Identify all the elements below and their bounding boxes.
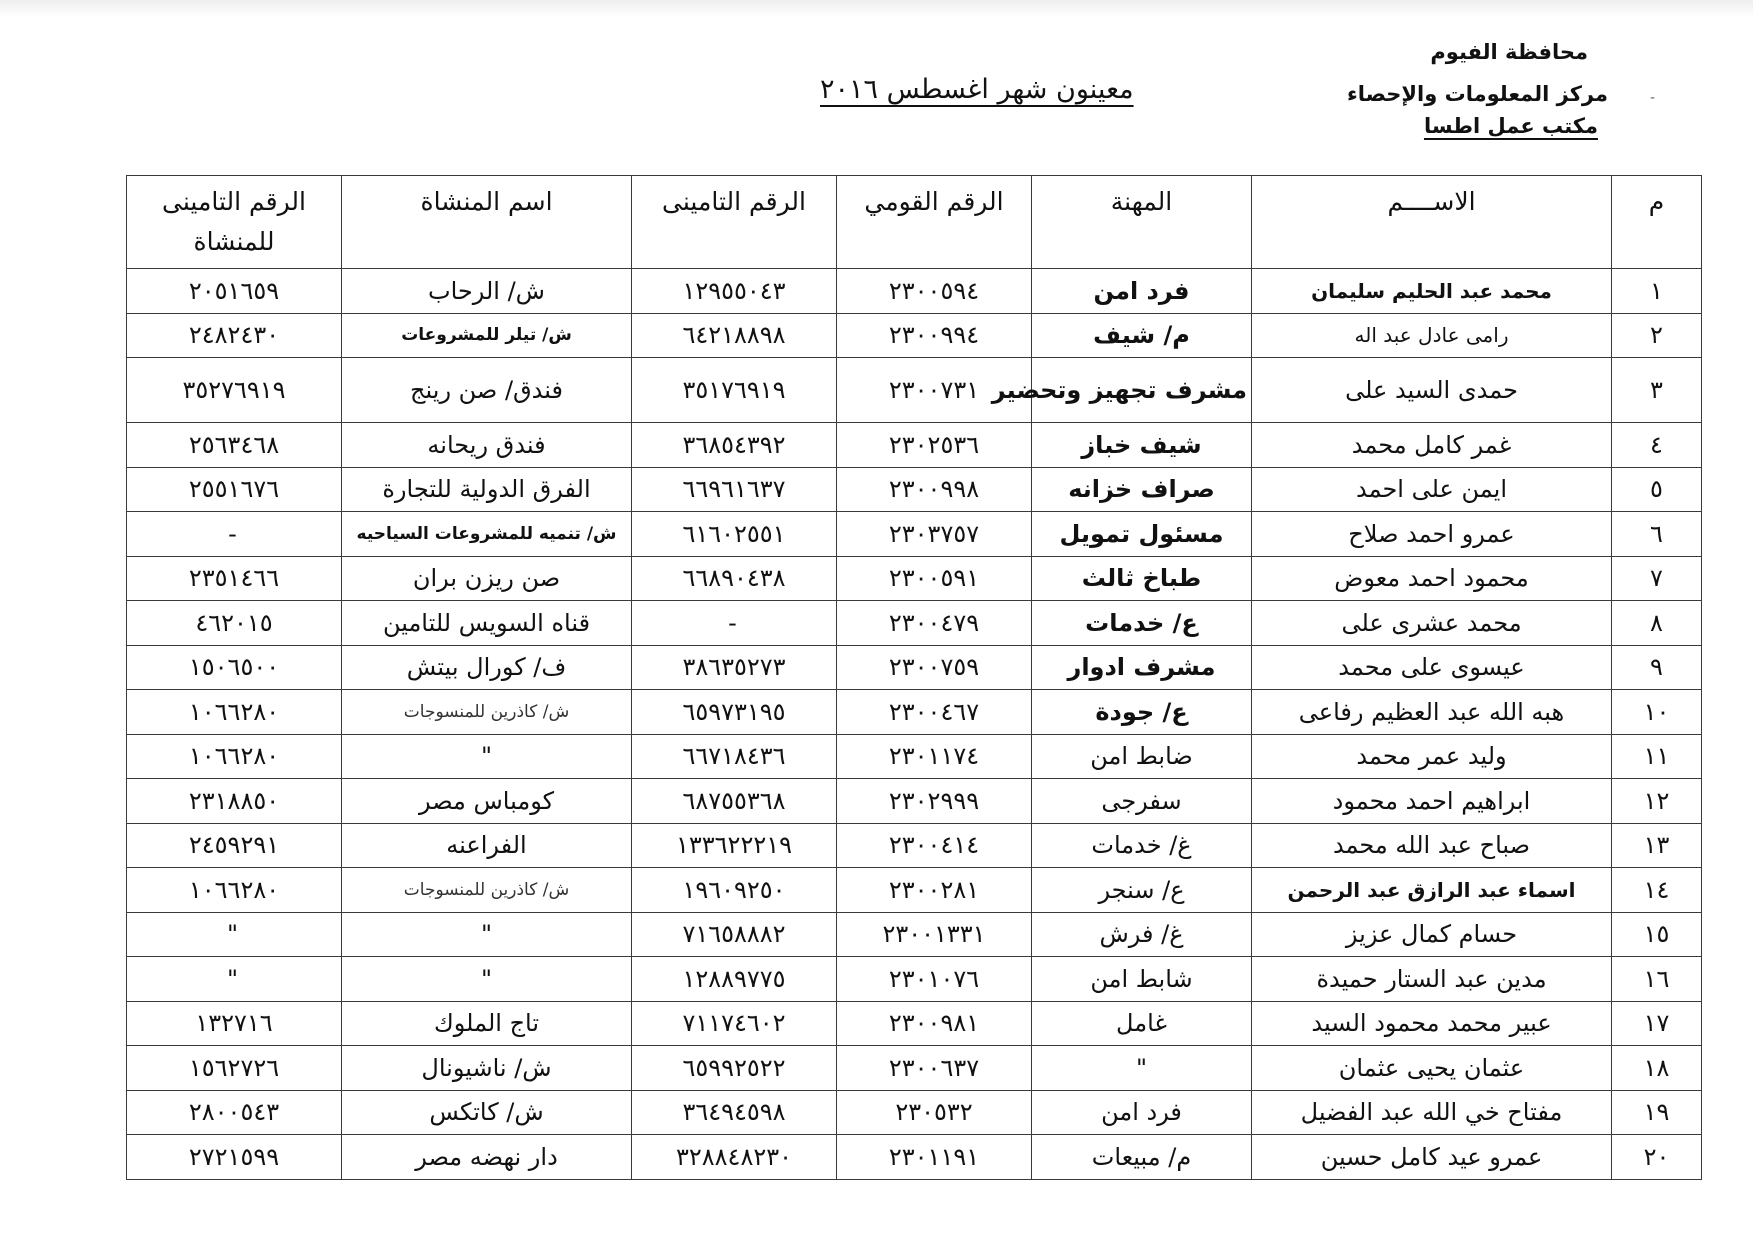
center-label: مركز المعلومات والإحصاء bbox=[1346, 82, 1608, 106]
table-row bbox=[127, 779, 1702, 824]
national-id: ٢٣٠١١٩١ bbox=[837, 1135, 1032, 1180]
table-row bbox=[127, 957, 1702, 1002]
employee-name: ايمن على احمد bbox=[1252, 467, 1612, 512]
job-title: سفرجى bbox=[1032, 779, 1252, 824]
row-number: ١٦ bbox=[1612, 957, 1702, 1002]
establishment-insurance-number: ١٥٠٦٥٠٠ bbox=[127, 645, 342, 690]
table-row bbox=[127, 467, 1702, 512]
employee-name: غمر كامل محمد bbox=[1252, 423, 1612, 468]
job-title: فرد امن bbox=[1032, 269, 1252, 314]
employee-name: محمود احمد معوض bbox=[1252, 556, 1612, 601]
margin-mark: - bbox=[1649, 90, 1655, 106]
table-row bbox=[127, 1135, 1702, 1180]
insurance-number: ٣٦٤٩٤٥٩٨ bbox=[632, 1090, 837, 1135]
table-row bbox=[127, 1046, 1702, 1091]
national-id: ٢٣٠٠٦٣٧ bbox=[837, 1046, 1032, 1091]
national-id: ٢٣٠١١٧٤ bbox=[837, 734, 1032, 779]
national-id: ٢٣٠٠٧٥٩ bbox=[837, 645, 1032, 690]
row-number: ٩ bbox=[1612, 645, 1702, 690]
row-number: ١ bbox=[1612, 269, 1702, 314]
insurance-number: ٦٦٩٦١٦٣٧ bbox=[632, 467, 837, 512]
establishment-name: ش/ كاذرين للمنسوجات bbox=[342, 868, 632, 913]
col-header-name: الاســــم bbox=[1252, 176, 1612, 269]
establishment-insurance-number: - bbox=[127, 512, 342, 557]
employee-name: عمرو احمد صلاح bbox=[1252, 512, 1612, 557]
governorate-label: محافظة الفيوم bbox=[1430, 40, 1588, 64]
employee-name: وليد عمر محمد bbox=[1252, 734, 1612, 779]
insurance-number: ٣٢٨٨٤٨٢٣٠ bbox=[632, 1135, 837, 1180]
establishment-insurance-number: ٢٥٥١٦٧٦ bbox=[127, 467, 342, 512]
document-title: معينون شهر اغسطس ٢٠١٦ bbox=[820, 74, 1134, 105]
job-title: " bbox=[1032, 1046, 1252, 1091]
col-header-establishment: اسم المنشاة bbox=[342, 176, 632, 269]
insurance-number: ٣٨٦٣٥٢٧٣ bbox=[632, 645, 837, 690]
row-number: ٣ bbox=[1612, 358, 1702, 423]
establishment-name: ش/ كاتكس bbox=[342, 1090, 632, 1135]
insurance-number: ٧١١٧٤٦٠٢ bbox=[632, 1001, 837, 1046]
job-title: م/ مبيعات bbox=[1032, 1135, 1252, 1180]
national-id: ٢٣٠٠٥٩٤ bbox=[837, 269, 1032, 314]
table-row bbox=[127, 423, 1702, 468]
appointees-table bbox=[126, 175, 1702, 1180]
insurance-number: ٣٥١٧٦٩١٩ bbox=[632, 358, 837, 423]
establishment-name: ف/ كورال بيتش bbox=[342, 645, 632, 690]
row-number: ٢ bbox=[1612, 313, 1702, 358]
establishment-insurance-number: ١٠٦٦٢٨٠ bbox=[127, 868, 342, 913]
col-header-national-id: الرقم القومي bbox=[837, 176, 1032, 269]
job-title: ضابط امن bbox=[1032, 734, 1252, 779]
establishment-name: كومباس مصر bbox=[342, 779, 632, 824]
establishment-insurance-number: ٣٥٢٧٦٩١٩ bbox=[127, 358, 342, 423]
national-id: ٢٣٠٥٣٢ bbox=[837, 1090, 1032, 1135]
establishment-name: فندق/ صن رينج bbox=[342, 358, 632, 423]
col-header-establishment-insurance-no: الرقم التامينى للمنشاة bbox=[127, 176, 342, 269]
table-header-row bbox=[127, 176, 1702, 269]
scan-edge-shadow bbox=[0, 0, 1753, 18]
establishment-insurance-number: " bbox=[127, 912, 342, 957]
establishment-insurance-number: ١٠٦٦٢٨٠ bbox=[127, 734, 342, 779]
establishment-name: ش/ تنميه للمشروعات السياحيه bbox=[342, 512, 632, 557]
table-row bbox=[127, 1090, 1702, 1135]
row-number: ٦ bbox=[1612, 512, 1702, 557]
employee-name: عثمان يحيى عثمان bbox=[1252, 1046, 1612, 1091]
row-number: ١٩ bbox=[1612, 1090, 1702, 1135]
insurance-number: ٧١٦٥٨٨٨٢ bbox=[632, 912, 837, 957]
job-title: ع/ جودة bbox=[1032, 690, 1252, 735]
table-row bbox=[127, 690, 1702, 735]
col-header-insurance-no: الرقم التامينى bbox=[632, 176, 837, 269]
establishment-name: ش/ كاذرين للمنسوجات bbox=[342, 690, 632, 735]
employee-name: مفتاح خي الله عبد الفضيل bbox=[1252, 1090, 1612, 1135]
establishment-insurance-number: ٢٣١٨٨٥٠ bbox=[127, 779, 342, 824]
national-id: ٢٣٠٢٥٣٦ bbox=[837, 423, 1032, 468]
insurance-number: ١٢٩٥٥٠٤٣ bbox=[632, 269, 837, 314]
establishment-insurance-number: ٤٦٢٠١٥ bbox=[127, 601, 342, 646]
insurance-number: ٦١٦٠٢٥٥١ bbox=[632, 512, 837, 557]
establishment-insurance-number: " bbox=[127, 957, 342, 1002]
national-id: ٢٣٠٠٤٦٧ bbox=[837, 690, 1032, 735]
establishment-insurance-number: ٢٠٥١٦٥٩ bbox=[127, 269, 342, 314]
insurance-number: ٦٥٩٧٣١٩٥ bbox=[632, 690, 837, 735]
row-number: ٧ bbox=[1612, 556, 1702, 601]
row-number: ٢٠ bbox=[1612, 1135, 1702, 1180]
establishment-insurance-number: ٢٨٠٠٥٤٣ bbox=[127, 1090, 342, 1135]
job-title: فرد امن bbox=[1032, 1090, 1252, 1135]
employee-name: عبير محمد محمود السيد bbox=[1252, 1001, 1612, 1046]
job-title: ع/ خدمات bbox=[1032, 601, 1252, 646]
establishment-name: ش/ الرحاب bbox=[342, 269, 632, 314]
office-label: مكتب عمل اطسا bbox=[1423, 114, 1598, 138]
insurance-number: ٦٦٧١٨٤٣٦ bbox=[632, 734, 837, 779]
establishment-name: ش/ ناشيونال bbox=[342, 1046, 632, 1091]
national-id: ٢٣٠٠٩٩٨ bbox=[837, 467, 1032, 512]
row-number: ١٧ bbox=[1612, 1001, 1702, 1046]
employee-name: صباح عبد الله محمد bbox=[1252, 823, 1612, 868]
establishment-name: " bbox=[342, 957, 632, 1002]
establishment-name: " bbox=[342, 912, 632, 957]
row-number: ١٣ bbox=[1612, 823, 1702, 868]
insurance-number: - bbox=[632, 601, 837, 646]
establishment-name: صن ريزن بران bbox=[342, 556, 632, 601]
national-id: ٢٣٠٠٢٨١ bbox=[837, 868, 1032, 913]
table-row bbox=[127, 556, 1702, 601]
employee-name: هبه الله عبد العظيم رفاعى bbox=[1252, 690, 1612, 735]
row-number: ٨ bbox=[1612, 601, 1702, 646]
national-id: ٢٣٠١٠٧٦ bbox=[837, 957, 1032, 1002]
establishment-name: فندق ريحانه bbox=[342, 423, 632, 468]
employee-name: محمد عبد الحليم سليمان bbox=[1252, 269, 1612, 314]
establishment-insurance-number: ٢٥٦٣٤٦٨ bbox=[127, 423, 342, 468]
job-title: غامل bbox=[1032, 1001, 1252, 1046]
employee-name: اسماء عبد الرازق عبد الرحمن bbox=[1252, 868, 1612, 913]
table-row bbox=[127, 868, 1702, 913]
table-row bbox=[127, 823, 1702, 868]
insurance-number: ١٢٨٨٩٧٧٥ bbox=[632, 957, 837, 1002]
row-number: ٤ bbox=[1612, 423, 1702, 468]
insurance-number: ٣٦٨٥٤٣٩٢ bbox=[632, 423, 837, 468]
employee-name: رامى عادل عبد اله bbox=[1252, 313, 1612, 358]
insurance-number: ٦٤٢١٨٨٩٨ bbox=[632, 313, 837, 358]
row-number: ١٢ bbox=[1612, 779, 1702, 824]
table-row bbox=[127, 645, 1702, 690]
national-id: ٢٣٠٠٩٩٤ bbox=[837, 313, 1032, 358]
insurance-number: ٦٥٩٩٢٥٢٢ bbox=[632, 1046, 837, 1091]
establishment-name: قناه السويس للتامين bbox=[342, 601, 632, 646]
table-row bbox=[127, 734, 1702, 779]
table-row bbox=[127, 269, 1702, 314]
establishment-name: ش/ تيلر للمشروعات bbox=[342, 313, 632, 358]
table-row bbox=[127, 313, 1702, 358]
establishment-insurance-number: ٢٣٥١٤٦٦ bbox=[127, 556, 342, 601]
job-title: مسئول تمويل bbox=[1032, 512, 1252, 557]
national-id: ٢٣٠٣٧٥٧ bbox=[837, 512, 1032, 557]
table-row bbox=[127, 512, 1702, 557]
insurance-number: ١٣٣٦٢٢٢١٩ bbox=[632, 823, 837, 868]
establishment-insurance-number: ١٠٦٦٢٨٠ bbox=[127, 690, 342, 735]
establishment-insurance-number: ١٣٢٧١٦ bbox=[127, 1001, 342, 1046]
establishment-name: تاج الملوك bbox=[342, 1001, 632, 1046]
job-title: شابط امن bbox=[1032, 957, 1252, 1002]
national-id: ٢٣٠٠٤١٤ bbox=[837, 823, 1032, 868]
table-row bbox=[127, 601, 1702, 646]
job-title: ع/ سنجر bbox=[1032, 868, 1252, 913]
job-title: غ/ خدمات bbox=[1032, 823, 1252, 868]
establishment-name: دار نهضه مصر bbox=[342, 1135, 632, 1180]
row-number: ١٠ bbox=[1612, 690, 1702, 735]
establishment-name: الفراعنه bbox=[342, 823, 632, 868]
national-id: ٢٣٠٠٧٣١ bbox=[837, 358, 1032, 423]
row-number: ١١ bbox=[1612, 734, 1702, 779]
national-id: ٢٣٠٠١٣٣١ bbox=[837, 912, 1032, 957]
employee-name: حسام كمال عزيز bbox=[1252, 912, 1612, 957]
national-id: ٢٣٠٢٩٩٩ bbox=[837, 779, 1032, 824]
job-title: مشرف تجهيز وتحضير bbox=[1032, 358, 1252, 423]
job-title: طباخ ثالث bbox=[1032, 556, 1252, 601]
employee-name: ابراهيم احمد محمود bbox=[1252, 779, 1612, 824]
national-id: ٢٣٠٠٥٩١ bbox=[837, 556, 1032, 601]
row-number: ١٨ bbox=[1612, 1046, 1702, 1091]
employee-name: عيسوى على محمد bbox=[1252, 645, 1612, 690]
employee-name: عمرو عيد كامل حسين bbox=[1252, 1135, 1612, 1180]
col-header-job: المهنة bbox=[1032, 176, 1252, 269]
insurance-number: ٦٦٨٩٠٤٣٨ bbox=[632, 556, 837, 601]
establishment-insurance-number: ١٥٦٢٧٢٦ bbox=[127, 1046, 342, 1091]
employee-name: مدين عبد الستار حميدة bbox=[1252, 957, 1612, 1002]
job-title: غ/ فرش bbox=[1032, 912, 1252, 957]
table-row bbox=[127, 1001, 1702, 1046]
national-id: ٢٣٠٠٤٧٩ bbox=[837, 601, 1032, 646]
establishment-insurance-number: ٢٧٢١٥٩٩ bbox=[127, 1135, 342, 1180]
row-number: ٥ bbox=[1612, 467, 1702, 512]
establishment-name: " bbox=[342, 734, 632, 779]
insurance-number: ٦٨٧٥٥٣٦٨ bbox=[632, 779, 837, 824]
job-title: شيف خباز bbox=[1032, 423, 1252, 468]
employee-name: محمد عشرى على bbox=[1252, 601, 1612, 646]
job-title: صراف خزانه bbox=[1032, 467, 1252, 512]
establishment-insurance-number: ٢٤٨٢٤٣٠ bbox=[127, 313, 342, 358]
col-header-number: م bbox=[1612, 176, 1702, 269]
employee-name: حمدى السيد على bbox=[1252, 358, 1612, 423]
establishment-name: الفرق الدولية للتجارة bbox=[342, 467, 632, 512]
table-row bbox=[127, 912, 1702, 957]
job-title: مشرف ادوار bbox=[1032, 645, 1252, 690]
establishment-insurance-number: ٢٤٥٩٢٩١ bbox=[127, 823, 342, 868]
table-row bbox=[127, 358, 1702, 423]
insurance-number: ١٩٦٠٩٢٥٠ bbox=[632, 868, 837, 913]
row-number: ١٥ bbox=[1612, 912, 1702, 957]
job-title: م/ شيف bbox=[1032, 313, 1252, 358]
row-number: ١٤ bbox=[1612, 868, 1702, 913]
national-id: ٢٣٠٠٩٨١ bbox=[837, 1001, 1032, 1046]
